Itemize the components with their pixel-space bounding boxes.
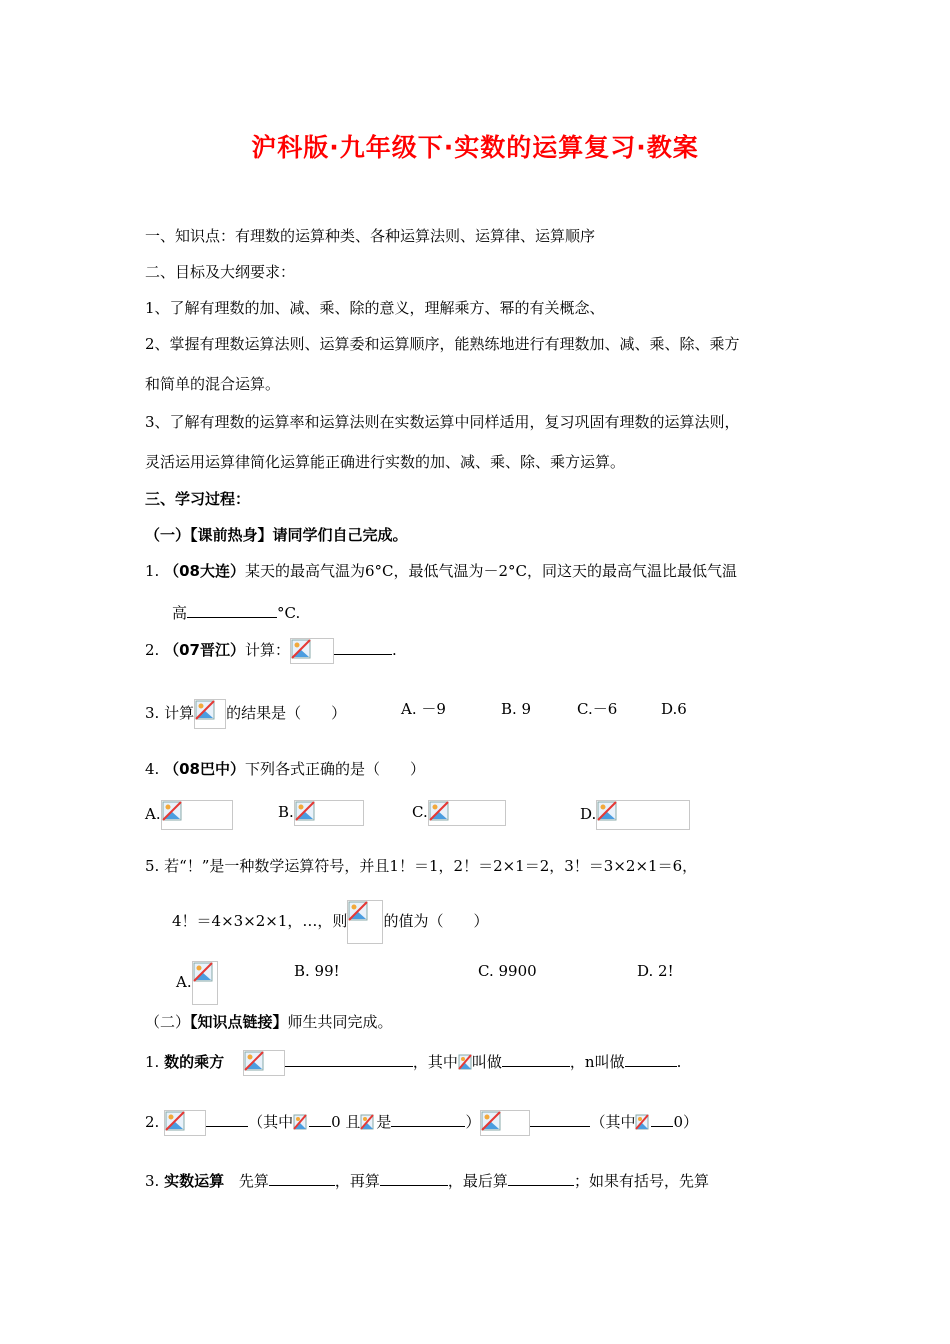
broken-image-icon	[194, 699, 226, 729]
question-text: 某天的最高气温为6°C，最低气温为－2°C，同这天的最高气温比最低气温	[244, 562, 738, 580]
option-a[interactable]	[176, 961, 218, 1005]
option-b[interactable]: B. 9	[501, 700, 532, 718]
question-2	[145, 638, 397, 664]
broken-image-icon	[347, 900, 383, 944]
option-label: B.	[278, 803, 294, 821]
item-number: 3.	[145, 1172, 160, 1190]
knowledge-2	[145, 1110, 698, 1136]
answer-blank[interactable]	[625, 1051, 677, 1067]
question-number: 1.	[145, 562, 160, 580]
answer-blank[interactable]	[530, 1111, 590, 1127]
answer-blank[interactable]	[187, 602, 277, 618]
option-a[interactable]: A. －9	[401, 700, 446, 718]
answer-blank[interactable]	[206, 1111, 248, 1127]
answer-blank[interactable]	[285, 1051, 413, 1067]
question-number: 4.	[145, 760, 160, 778]
goal-3-line-1: 3、了解有理数的运算率和运算法则在实数运算中同样适用，复习巩固有理数的运算法则，	[145, 413, 740, 431]
question-text: .	[391, 641, 397, 659]
document-title: 沪科版·九年级下·实数的运算复习·教案	[251, 133, 699, 162]
question-text: 高	[172, 604, 188, 622]
part-label-bold: 【知识点链接】	[190, 1013, 288, 1031]
broken-image-icon	[161, 800, 233, 830]
answer-blank[interactable]	[269, 1170, 335, 1186]
part-1-label: （一）【课前热身】请同学们自己完成。	[145, 526, 408, 544]
question-1-continued	[172, 602, 300, 623]
section-goals: 二、目标及大纲要求：	[145, 263, 296, 281]
item-text: ，其中	[412, 1053, 458, 1071]
question-source: （07晋江）	[164, 641, 245, 659]
item-number: 1.	[145, 1053, 160, 1071]
item-text: ）	[465, 1113, 481, 1131]
question-text: °C.	[277, 604, 301, 622]
item-text: 0）	[673, 1113, 699, 1131]
broken-image-icon	[596, 800, 690, 830]
question-1	[145, 561, 737, 581]
question-4	[145, 759, 425, 779]
part-label: 师生共同完成。	[287, 1013, 393, 1031]
item-title: 实数运算	[164, 1172, 225, 1190]
item-number: 2.	[145, 1113, 160, 1131]
question-text: 的结果是（ ）	[226, 704, 347, 722]
knowledge-3	[145, 1170, 709, 1191]
broken-image-icon	[458, 1052, 472, 1074]
question-text: 下列各式正确的是（ ）	[244, 760, 425, 778]
goal-2-line-2: 和简单的混合运算。	[145, 375, 281, 393]
question-number: 5.	[145, 857, 160, 875]
answer-blank[interactable]	[651, 1111, 673, 1127]
broken-image-icon	[243, 1050, 285, 1076]
question-5	[145, 856, 697, 876]
option-a[interactable]	[145, 800, 233, 830]
goal-1: 1、了解有理数的加、减、乘、除的意义，理解乘方、幂的有关概念、	[145, 299, 605, 317]
answer-blank[interactable]	[380, 1170, 448, 1186]
goal-3-line-2: 灵活运用运算律简化运算能正确进行实数的加、减、乘、除、乘方运算。	[145, 453, 626, 471]
option-label: C.	[412, 803, 428, 821]
question-text: 计算	[164, 704, 195, 722]
question-number: 2.	[145, 641, 160, 659]
answer-blank[interactable]	[334, 639, 392, 655]
option-d[interactable]: D.6	[661, 700, 687, 718]
option-label: A.	[145, 805, 161, 823]
item-text: （其中	[248, 1113, 294, 1131]
question-text: 4！＝4×3×2×1，…，则	[172, 912, 348, 930]
item-text: 是	[376, 1113, 392, 1131]
goal-2-line-1: 2、掌握有理数运算法则、运算委和运算顺序，能熟练地进行有理数加、减、乘、除、乘方	[145, 335, 740, 353]
broken-image-icon	[192, 961, 218, 1005]
broken-image-icon	[293, 1112, 309, 1134]
answer-blank[interactable]	[508, 1170, 574, 1186]
broken-image-icon	[428, 800, 506, 826]
item-text: ，n叫做	[569, 1053, 625, 1071]
broken-image-icon	[294, 800, 364, 826]
item-text: （其中	[590, 1113, 636, 1131]
section-process: 三、学习过程：	[145, 490, 251, 508]
option-label: D.	[580, 805, 597, 823]
knowledge-1	[145, 1050, 681, 1076]
item-title: 数的乘方	[164, 1053, 225, 1071]
item-text: 先算	[238, 1172, 269, 1190]
item-text: ，再算	[334, 1172, 380, 1190]
item-text: .	[676, 1053, 682, 1071]
answer-blank[interactable]	[309, 1111, 331, 1127]
part-2-label	[145, 1012, 393, 1032]
question-number: 3.	[145, 704, 160, 722]
section-knowledge: 一、知识点：有理数的运算种类、各种运算法则、运算律、运算顺序	[145, 227, 596, 245]
question-text: 的值为（ ）	[383, 912, 489, 930]
question-3	[145, 699, 346, 729]
item-text: ，最后算	[447, 1172, 508, 1190]
item-text: 叫做	[471, 1053, 502, 1071]
question-source: （08大连）	[164, 562, 245, 580]
item-text: ；如果有括号，先算	[573, 1172, 709, 1190]
item-text: 0 且	[331, 1113, 361, 1131]
question-text: 若“！”是一种数学运算符号，并且1！＝1，2！＝2×1＝2，3！＝3×2×1＝6，	[164, 857, 698, 875]
question-source: （08巴中）	[164, 760, 245, 778]
option-d[interactable]	[580, 800, 690, 830]
option-c[interactable]	[412, 800, 506, 826]
broken-image-icon	[290, 638, 334, 664]
option-d[interactable]: D. 2!	[637, 962, 674, 980]
broken-image-icon	[360, 1112, 376, 1134]
part-label: （二）	[145, 1013, 191, 1031]
answer-blank[interactable]	[391, 1111, 465, 1127]
broken-image-icon	[635, 1112, 651, 1134]
option-c[interactable]: C. 9900	[478, 962, 537, 980]
question-text: 计算：	[244, 641, 290, 659]
option-c[interactable]: C.－6	[577, 700, 618, 718]
answer-blank[interactable]	[502, 1051, 570, 1067]
option-label: A.	[176, 973, 192, 991]
option-b[interactable]: B. 99!	[294, 962, 340, 980]
broken-image-icon	[164, 1110, 206, 1136]
question-5-continued	[172, 900, 488, 944]
broken-image-icon	[480, 1110, 530, 1136]
option-b[interactable]	[278, 800, 364, 826]
